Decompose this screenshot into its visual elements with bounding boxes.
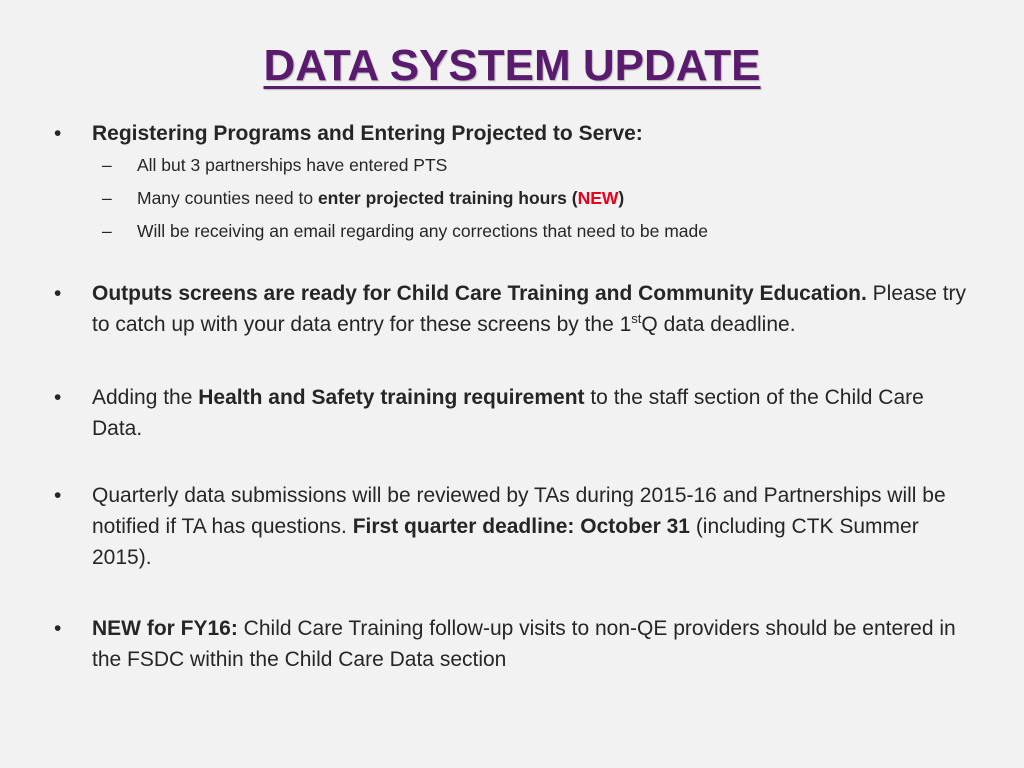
sub-bullet-1-text: All but 3 partnerships have entered PTS	[137, 155, 448, 175]
sub-bullet-email	[48, 215, 978, 248]
bullet-3-pre: Adding the	[92, 386, 199, 409]
sub-bullet-marker: –	[102, 188, 112, 208]
bullet-4-pre: Quarterly data submissions will be reviewed by TAs during 2015-16 and Partnerships will be notified if TA has questions.	[92, 484, 946, 538]
bullet-5-post: Child Care Training follow-up visits to non-QE providers should be entered in the FSDC within the Child Care Data section	[92, 617, 956, 671]
bullet-marker: •	[54, 484, 62, 507]
bullet-new-fy16	[48, 613, 978, 675]
bullet-4-post: (including CTK Summer 2015).	[92, 515, 919, 569]
bullet-marker: •	[54, 282, 62, 305]
bullet-1-heading: Registering Programs and Entering Projected to Serve:	[92, 122, 643, 145]
bullet-marker: •	[54, 122, 62, 145]
bullet-health-safety	[48, 382, 978, 444]
bullet-2-text-a: Please try to catch up with your data entry for these screens by the 1	[92, 282, 967, 336]
sub-bullet-3-text: Will be receiving an email regarding any corrections that need to be made	[137, 221, 709, 241]
sub-bullet-2-bold: enter projected training hours (	[317, 188, 578, 208]
bullet-5-bold: NEW for FY16:	[92, 617, 238, 640]
sub-bullet-2-bold-end: )	[618, 188, 625, 208]
bullet-outputs-screens	[48, 278, 978, 340]
bullet-2-superscript: st	[631, 311, 642, 326]
new-badge-text: NEW	[577, 188, 619, 208]
bullet-3-bold: Health and Safety training requirement	[198, 386, 585, 409]
bullet-marker: •	[54, 386, 62, 409]
bullet-2-text-b: Q data deadline.	[641, 313, 796, 336]
sub-bullet-2-pre: Many counties need to	[137, 188, 318, 208]
bullet-registering-programs	[48, 118, 978, 149]
slide-content	[48, 118, 978, 675]
sub-bullet-marker: –	[102, 221, 112, 241]
slide-title	[0, 38, 1024, 94]
bullet-marker: •	[54, 617, 62, 640]
slide-title-text: DATA SYSTEM UPDATE	[263, 41, 761, 90]
sub-bullet-pts	[48, 149, 978, 182]
bullet-quarterly-submissions	[48, 480, 978, 573]
sub-bullet-marker: –	[102, 155, 112, 175]
sub-bullet-training-hours	[48, 182, 978, 215]
bullet-2-bold: Outputs screens are ready for Child Care Training and Community Education.	[92, 282, 867, 305]
bullet-3-post: to the staff section of the Child Care Data.	[92, 386, 924, 440]
bullet-4-bold: First quarter deadline: October 31	[352, 515, 690, 538]
